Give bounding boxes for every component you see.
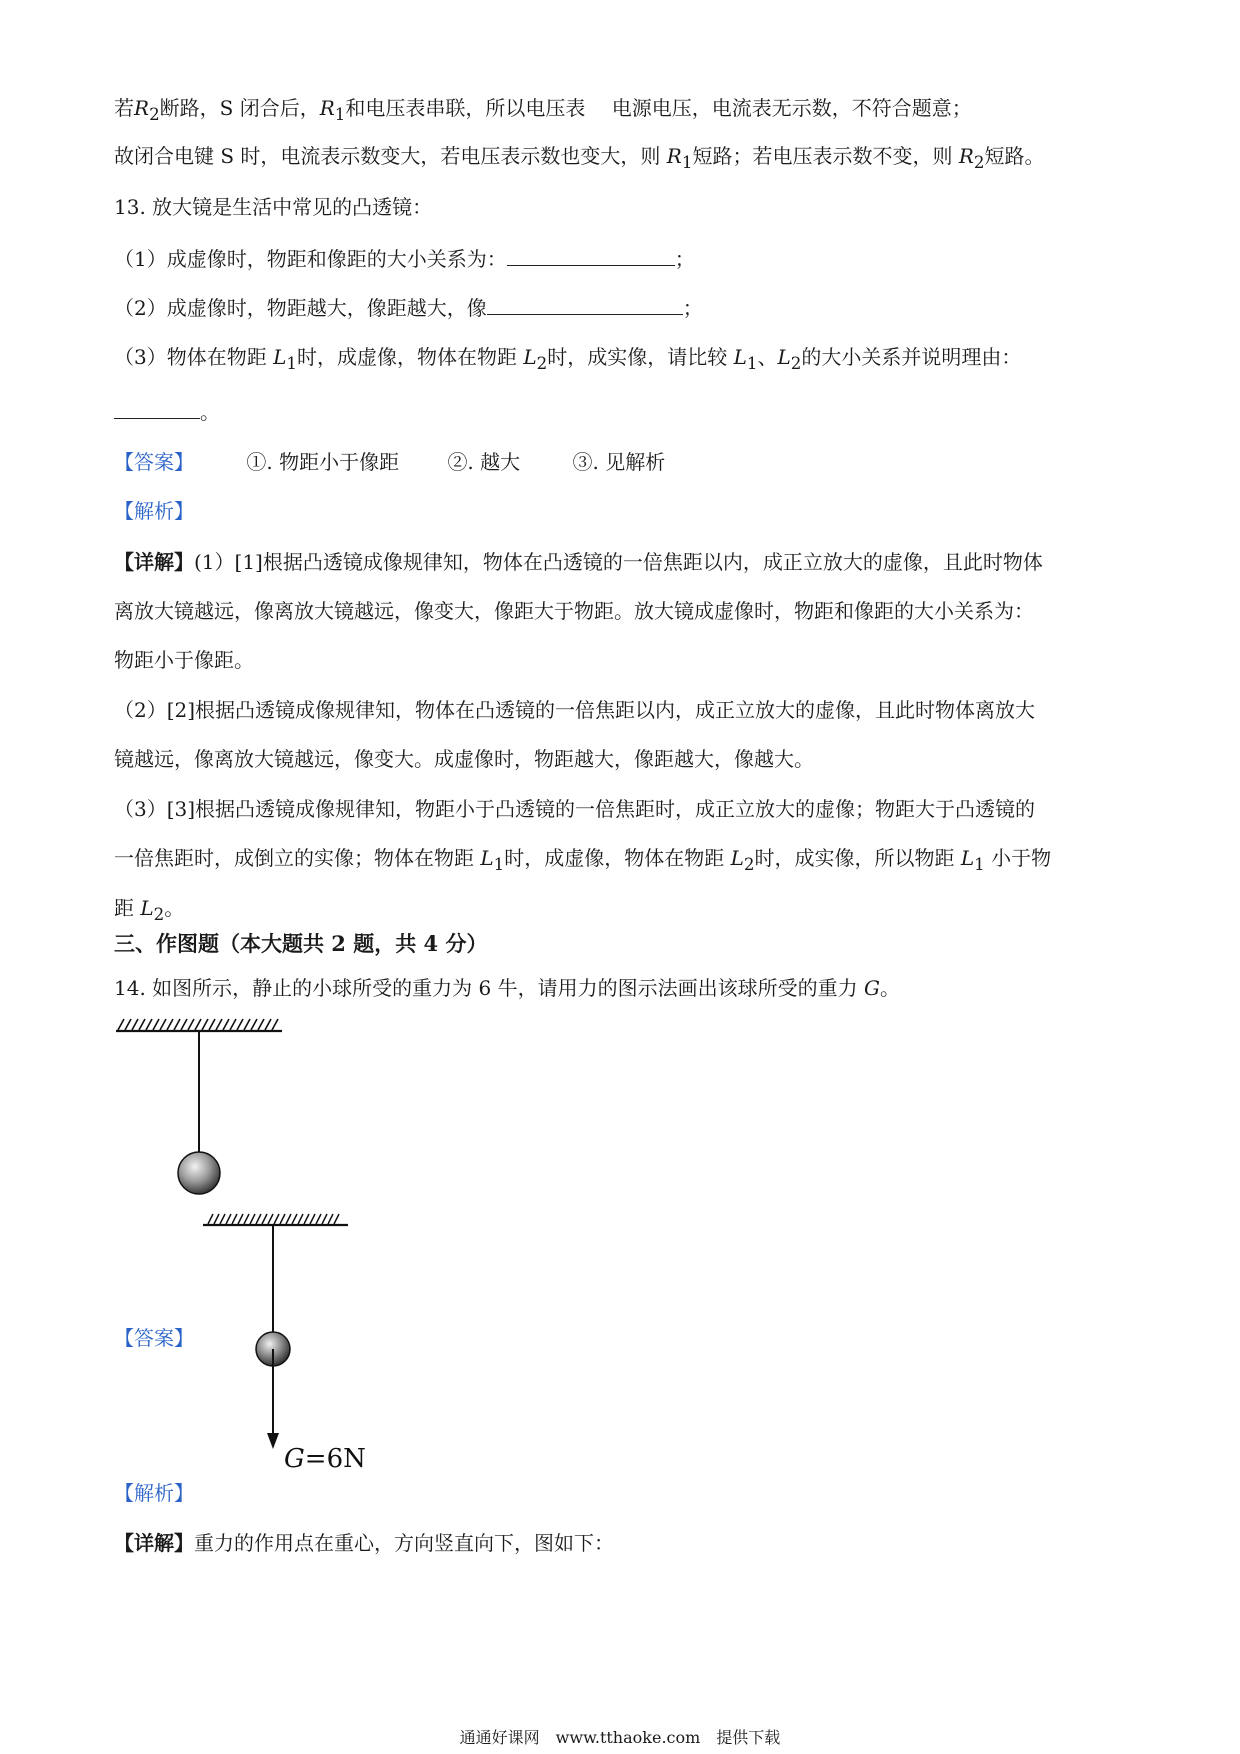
answer-blank-2[interactable] bbox=[487, 294, 683, 315]
analysis-tag-14: 【解析】 bbox=[114, 1481, 194, 1505]
analysis-tag-13: 【解析】 bbox=[114, 499, 194, 523]
answer-13-item-1: ①. 物距小于像距 bbox=[246, 450, 400, 474]
figure-answer-gravity bbox=[198, 1205, 378, 1470]
question-13-part-2: （2）成虚像时，物距越大，像距越大，像 ； bbox=[114, 296, 703, 320]
figure-hanging-ball bbox=[110, 1015, 290, 1205]
gravity-label: G=6N bbox=[284, 1444, 366, 1470]
question-13-part-1: （1）成虚像时，物距和像距的大小关系为： ； bbox=[114, 247, 695, 271]
answer-blank-3[interactable] bbox=[114, 398, 200, 419]
detail-13-line-4: （2）[2]根据凸透镜成像规律知，物体在凸透镜的一倍焦距以内，成正立放大的虚像，且此时物体离放大 bbox=[114, 698, 1036, 722]
ball bbox=[178, 1152, 220, 1194]
detail-13-line-5: 镜越远，像离放大镜越远，像变大。成虚像时，物距越大，像距越大，像越大。 bbox=[114, 747, 814, 771]
detail-13-line-3: 物距小于像距。 bbox=[114, 648, 254, 672]
question-13-title: 13. 放大镜是生活中常见的凸透镜： bbox=[114, 195, 433, 219]
answer-13-item-2: ②. 越大 bbox=[447, 450, 521, 474]
question-13-part-3: （3）物体在物距 $L_1$时，成虚像，物体在物距 $L_2$时，成实像，请比较 $L_1$、$L_2$的大小关系并说明理由： bbox=[114, 345, 1022, 373]
question-14: 14. 如图所示，静止的小球所受的重力为 6 牛，请用力的图示法画出该球所受的重力 G。 bbox=[114, 976, 900, 1000]
answer-tag: 【答案】 bbox=[114, 450, 194, 474]
answer-13-item-3: ③. 见解析 bbox=[572, 450, 666, 474]
answer-13 bbox=[114, 449, 665, 475]
detail-14: 【详解】重力的作用点在重心，方向竖直向下，图如下： bbox=[114, 1531, 614, 1555]
page-footer: 通通好课网 www.tthaoke.com 提供下载 bbox=[459, 1728, 781, 1747]
section-heading-drawing: 三、作图题（本大题共 2 题，共 4 分） bbox=[114, 931, 488, 956]
detail-13-line-1: 【详解】(1）[1]根据凸透镜成像规律知，物体在凸透镜的一倍焦距以内，成正立放大的虚像，且此时物体 bbox=[114, 550, 1043, 574]
ceiling-hatch bbox=[116, 1019, 282, 1031]
detail-13-line-2: 离放大镜越远，像离放大镜越远，像变大，像距大于物距。放大镜成虚像时，物距和像距的大小关系为： bbox=[114, 599, 1034, 623]
detail-13-line-6: （3）[3]根据凸透镜成像规律知，物距小于凸透镜的一倍焦距时，成正立放大的虚像；物距大于凸透镜的 bbox=[114, 797, 1036, 821]
detail-13-line-8: 距 $L_2$。 bbox=[114, 896, 185, 924]
question-13-part-3-blank-line: 。 bbox=[114, 398, 220, 425]
detail-13-line-7: 一倍焦距时，成倒立的实像；物体在物距 $L_1$时，成虚像，物体在物距 $L_2$时，成实像，所以物距 $L_1$ 小于物 bbox=[114, 846, 1052, 874]
ceiling-hatch-2 bbox=[203, 1214, 348, 1225]
answer-blank-1[interactable] bbox=[507, 245, 675, 266]
gravity-arrow-head bbox=[267, 1433, 279, 1449]
answer-tag-14: 【答案】 bbox=[114, 1326, 194, 1350]
text-line-r2-open: 若$R_2$断路，S 闭合后，$R_1$和电压表串联，所以电压表 电源电压，电流表无示数，不符合题意； bbox=[114, 96, 972, 124]
text-line-conclusion: 故闭合电键 S 时，电流表示数变大，若电压表示数也变大，则 $R_1$短路；若电压表示数不变，则 $R_2$短路。 bbox=[114, 144, 1045, 172]
